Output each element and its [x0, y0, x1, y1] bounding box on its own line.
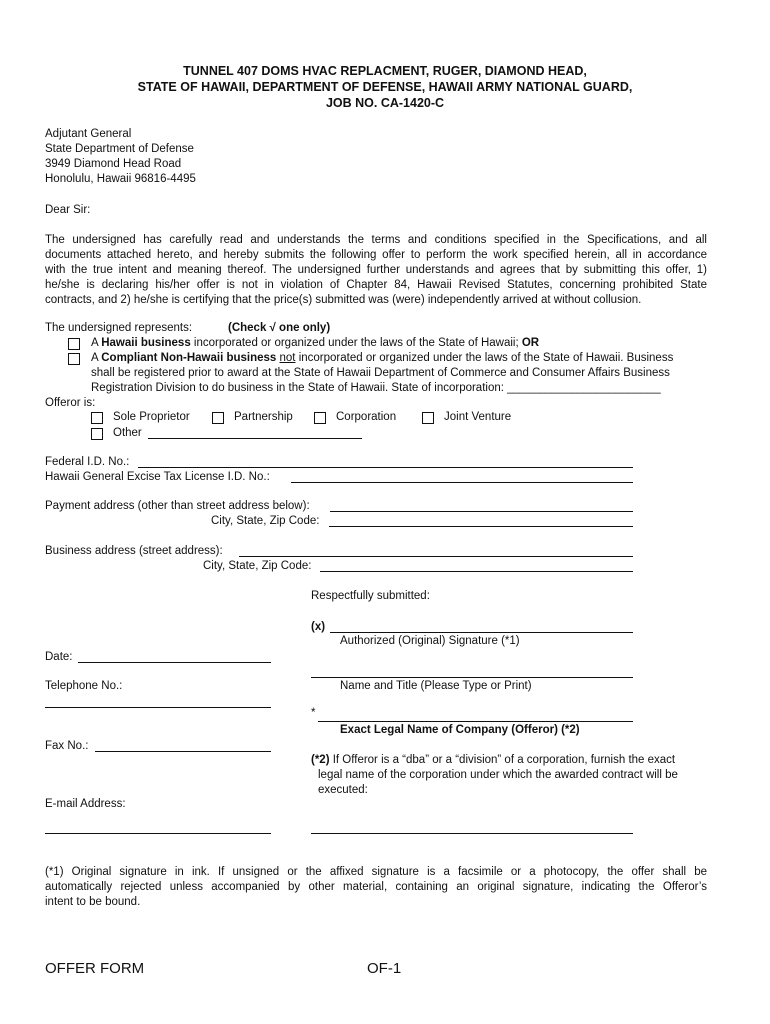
hawaii-business-checkbox[interactable] — [68, 338, 80, 350]
hawaii-pre: A — [91, 337, 102, 349]
business-address-label: Business address (street address): — [45, 545, 223, 557]
other-label: Other — [113, 427, 142, 439]
footnote-line: (*1) Original signature in ink. If unsigned or the affixed signature is a facsimile or a photocopy, the offer shall be — [45, 866, 707, 878]
non-post: incorporated or organized under the laws of the State of Hawaii. Business — [295, 352, 674, 364]
hawaii-post: incorporated or organized under the laws of the State of Hawaii; — [190, 337, 522, 349]
offeror-label: Offeror is: — [45, 397, 96, 409]
hawaii-bold: Hawaii business — [101, 337, 191, 349]
fax-label: Fax No.: — [45, 740, 89, 752]
federal-id-input-line[interactable] — [138, 467, 633, 468]
non-hawaii-business-text — [91, 352, 673, 364]
intro-paragraph — [45, 233, 707, 308]
document-title-line-1: TUNNEL 407 DOMS HVAC REPLACMENT, RUGER, DIAMOND HEAD, — [183, 64, 587, 78]
corporation-checkbox[interactable] — [314, 412, 326, 424]
non-bold: Compliant Non-Hawaii business — [101, 352, 277, 364]
signature-input-line[interactable] — [330, 632, 633, 633]
dba-note-text: If Offeror is a “dba” or a “division” of a corporation, furnish the exact — [329, 754, 676, 766]
hawaii-or: OR — [521, 337, 540, 349]
fax-input-line[interactable] — [95, 751, 271, 752]
federal-id-label: Federal I.D. No.: — [45, 456, 130, 468]
intro-line: contracts, and 2) he/she is certifying that the price(s) submitted was (were) independently arrived at without collusion. — [45, 294, 642, 306]
other-checkbox[interactable] — [91, 428, 103, 440]
payment-city-label: City, State, Zip Code: — [211, 515, 320, 527]
partnership-label: Partnership — [234, 411, 293, 423]
dba-note-line-1 — [311, 754, 675, 766]
dba-note-line-3: executed: — [318, 784, 368, 796]
address-line: Adjutant General — [45, 128, 132, 140]
non-pre: A — [91, 352, 102, 364]
business-address-input-line[interactable] — [239, 556, 633, 557]
signature-x-mark: (x) — [311, 621, 326, 633]
date-input-line[interactable] — [78, 662, 271, 663]
email-label: E-mail Address: — [45, 798, 126, 810]
other-input-line[interactable] — [148, 438, 362, 439]
salutation: Dear Sir: — [45, 204, 91, 216]
signature-footnote — [45, 865, 707, 910]
joint-venture-label: Joint Venture — [444, 411, 512, 423]
legal-name-asterisk: * — [311, 707, 316, 719]
name-title-caption: Name and Title (Please Type or Print) — [340, 680, 532, 692]
document-title-job-number: JOB NO. CA-1420-C — [325, 96, 445, 110]
business-city-label: City, State, Zip Code: — [203, 560, 312, 572]
telephone-label: Telephone No.: — [45, 680, 123, 692]
non-hawaii-business-checkbox[interactable] — [68, 353, 80, 365]
excise-license-label: Hawaii General Excise Tax License I.D. No.: — [45, 471, 270, 483]
joint-venture-checkbox[interactable] — [422, 412, 434, 424]
intro-line: documents attached hereto, and hereby submits the following offer to perform the work specified herein, all in accordance — [45, 249, 707, 261]
address-line: Honolulu, Hawaii 96816-4495 — [45, 173, 196, 185]
sole-proprietor-label: Sole Proprietor — [113, 411, 190, 423]
dba-note-line-2: legal name of the corporation under which the awarded contract will be — [318, 769, 678, 781]
legal-name-caption: Exact Legal Name of Company (Offeror) (*2) — [340, 724, 580, 736]
document-title-line-2: STATE OF HAWAII, DEPARTMENT OF DEFENSE, HAWAII ARMY NATIONAL GUARD, — [137, 80, 633, 94]
address-line: State Department of Defense — [45, 143, 194, 155]
footer-page-number: OF-1 — [367, 960, 402, 977]
payment-address-input-line[interactable] — [330, 511, 633, 512]
represents-label: The undersigned represents: — [45, 322, 193, 334]
authorized-signature-caption: Authorized (Original) Signature (*1) — [340, 635, 520, 647]
non-not: not — [279, 352, 296, 364]
hawaii-business-text — [91, 337, 539, 349]
respectfully-submitted: Respectfully submitted: — [311, 590, 430, 602]
address-line: 3949 Diamond Head Road — [45, 158, 182, 170]
email-input-line[interactable] — [45, 833, 271, 834]
footnote-line: intent to be bound. — [45, 896, 141, 908]
corporation-label: Corporation — [336, 411, 397, 423]
excise-license-input-line[interactable] — [291, 482, 633, 483]
intro-line: he/she is declaring his/her offer is not in violation of Chapter 84, Hawaii Revised Statutes, concerning prohibited State — [45, 279, 707, 291]
business-city-input-line[interactable] — [320, 571, 633, 572]
non-hawaii-line-3: Registration Division to do business in the State of Hawaii. State of incorporation: ________________________ — [91, 382, 661, 394]
footer-form-name: OFFER FORM — [45, 960, 145, 977]
intro-line: with the true intent and meaning thereof. The undersigned further understands and agrees that by submitting this offer, 1) — [45, 264, 707, 276]
payment-city-input-line[interactable] — [329, 526, 633, 527]
non-hawaii-line-2: shall be registered prior to award at the State of Hawaii Department of Commerce and Consumer Affairs Business — [91, 367, 670, 379]
payment-address-label: Payment address (other than street address below): — [45, 500, 310, 512]
corporation-name-input-line[interactable] — [311, 833, 633, 834]
name-title-input-line[interactable] — [311, 677, 633, 678]
date-label: Date: — [45, 651, 73, 663]
telephone-input-line[interactable] — [45, 707, 271, 708]
dba-note-marker: (*2) — [311, 754, 330, 766]
footnote-line: automatically rejected unless accompanied by other material, containing an original signature, indicating the Offeror’s — [45, 881, 707, 893]
check-one-note: (Check √ one only) — [228, 322, 331, 334]
sole-proprietor-checkbox[interactable] — [91, 412, 103, 424]
intro-line: The undersigned has carefully read and understands the terms and conditions specified in the Specifications, and all — [45, 234, 707, 246]
legal-name-input-line[interactable] — [318, 721, 633, 722]
partnership-checkbox[interactable] — [212, 412, 224, 424]
